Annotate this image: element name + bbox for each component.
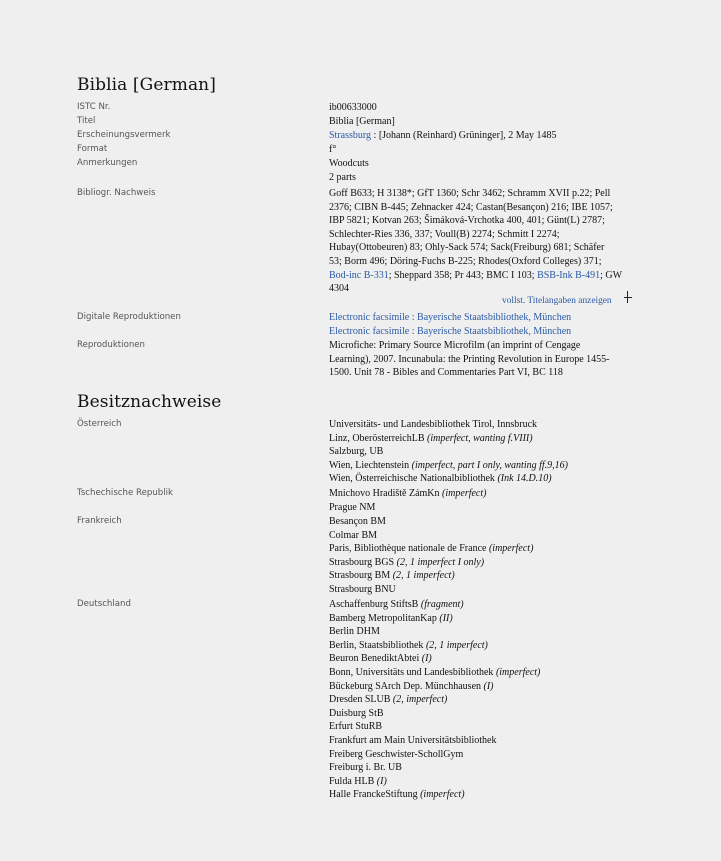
- holding-item: [329, 761, 540, 775]
- holding-item: [329, 748, 540, 762]
- country-label: Deutschland: [77, 599, 131, 609]
- holding-item: [329, 734, 540, 748]
- holding-item: [329, 598, 540, 612]
- holding-list: [329, 515, 533, 597]
- holding-note: (fragment): [420, 599, 464, 610]
- holding-item: [329, 652, 540, 666]
- holding-note: (2, 1 imperfect I only): [396, 556, 485, 568]
- value-line: [329, 269, 622, 283]
- holding-item: [329, 612, 540, 626]
- holding-item: [329, 445, 568, 459]
- library-name: Salzburg, UB: [329, 446, 384, 458]
- holding-note: (imperfect): [442, 488, 487, 499]
- field-label: Erscheinungsvermerk: [77, 130, 171, 140]
- holding-item: [329, 788, 540, 802]
- bod-inc-link[interactable]: Bod-inc B-331: [329, 269, 389, 281]
- field-value: [329, 187, 622, 296]
- library-name: Berlin DHM: [329, 626, 380, 638]
- holding-note: (2, imperfect): [392, 694, 448, 706]
- value-line: 1500. Unit 78 - Bibles and Commentaries Part VI, BC 118: [329, 367, 563, 379]
- holding-item: [329, 459, 568, 473]
- bsb-ink-link[interactable]: BSB-Ink B-491: [537, 269, 601, 281]
- library-name: Mnichovo Hradiště ZámKn: [329, 488, 443, 499]
- holding-list: [329, 487, 486, 514]
- holding-note: (2, 1 imperfect): [392, 570, 455, 582]
- library-name: Duisburg StB: [329, 707, 384, 719]
- holding-item: [329, 556, 533, 570]
- value-line: Hubay(Ottobeuren) 83; Ohly-Sack 574; Sack(Freiburg) 681; Schäfer: [329, 242, 605, 254]
- holding-note: (imperfect): [495, 666, 541, 678]
- holding-item: [329, 529, 533, 543]
- facsimile-link[interactable]: Electronic facsimile : Bayerische Staatsbibliothek, München: [329, 312, 572, 323]
- holding-note: (Ink 14.D.10): [497, 473, 552, 485]
- holding-item: [329, 625, 540, 639]
- library-name: Linz, OberösterreichLB: [329, 432, 428, 444]
- library-name: Dresden SLUB: [329, 694, 393, 706]
- holding-note: (imperfect, part I only, wanting ff.9,16): [411, 459, 568, 471]
- library-name: Besançon BM: [329, 516, 386, 527]
- field-label: Digitale Reproduktionen: [77, 312, 181, 322]
- holding-note: (I): [376, 775, 387, 787]
- citation-text: ; Sheppard 358; Pr 443; BMC I 103;: [388, 269, 538, 281]
- holding-item: [329, 693, 540, 707]
- holding-note: (imperfect, wanting f.VIII): [427, 432, 533, 444]
- holding-item: [329, 680, 540, 694]
- holding-item: [329, 639, 540, 653]
- field-value: [329, 129, 557, 143]
- holding-item: [329, 542, 533, 556]
- show-full-record-link[interactable]: vollst. Titelangaben anzeigen: [502, 296, 612, 306]
- holding-item: [329, 720, 540, 734]
- value-line: IBP 5821; Kotvan 263; Šimáková-Vrchotka 400, 401; Günt(L) 2787;: [329, 215, 605, 227]
- value-line: 4304: [329, 283, 349, 295]
- citation-text: ; GW: [600, 269, 623, 281]
- holding-item: [329, 432, 568, 446]
- field-label: Anmerkungen: [77, 158, 138, 168]
- library-name: Bückeburg SArch Dep. Münchhausen: [329, 680, 484, 692]
- holding-item: [329, 583, 533, 597]
- field-label: ISTC Nr.: [77, 102, 111, 112]
- holding-item: [329, 487, 486, 501]
- field-value: [329, 143, 336, 157]
- library-name: Frankfurt am Main Universitätsbibliothek: [329, 734, 497, 746]
- facsimile-link[interactable]: Electronic facsimile : Bayerische Staatsbibliothek, München: [329, 325, 572, 337]
- value-line: Biblia [German]: [329, 116, 395, 127]
- field-value: [329, 311, 571, 338]
- library-name: Freiburg i. Br. UB: [329, 762, 402, 774]
- value-line: 53; Borm 496; Döring-Fuchs B-225; Rhodes(Oxford Colleges) 371;: [329, 255, 602, 267]
- field-value: [329, 101, 377, 115]
- field-label: Format: [77, 144, 108, 154]
- library-name: Bamberg MetropolitanKap: [329, 612, 440, 624]
- place-link[interactable]: Strassburg: [329, 130, 372, 141]
- holding-note: (imperfect): [488, 543, 534, 555]
- holding-item: [329, 515, 533, 529]
- record-title: Biblia [German]: [77, 75, 216, 95]
- holding-list: [329, 598, 540, 802]
- field-value: [329, 157, 369, 184]
- field-value: [329, 115, 395, 129]
- holding-item: [329, 775, 540, 789]
- holding-item: [329, 472, 568, 486]
- value-line: 2 parts: [329, 171, 356, 183]
- library-name: Berlin, Staatsbibliothek: [329, 639, 426, 651]
- field-label: Titel: [77, 116, 96, 126]
- holding-item: [329, 707, 540, 721]
- value-line: Goff B633; H 3138*; GfT 1360; Schr 3462; Schramm XVII p.22; Pell: [329, 188, 611, 199]
- library-name: Beuron BenediktAbtei: [329, 653, 422, 665]
- library-name: Wien, Liechtenstein: [329, 459, 412, 471]
- value-line: Microfiche: Primary Source Microfilm (an imprint of Cengage: [329, 340, 581, 351]
- field-label: Bibliogr. Nachweis: [77, 188, 156, 198]
- value-line: Learning), 2007. Incunabula: the Printing Revolution in Europe 1455-: [329, 353, 610, 365]
- library-name: Prague NM: [329, 501, 376, 513]
- library-name: Paris, Bibliothèque nationale de France: [329, 543, 489, 555]
- holding-note: (imperfect): [420, 789, 465, 801]
- library-name: Freiberg Geschwister-SchollGym: [329, 748, 464, 760]
- library-name: Aschaffenburg StiftsB: [329, 599, 421, 610]
- value-line: 2376; CIBN B-445; Zehnacker 424; Castan(Besançon) 216; IBE 1057;: [329, 201, 613, 213]
- country-label: Österreich: [77, 419, 122, 429]
- country-label: Tschechische Republik: [77, 488, 173, 498]
- value-line: f°: [329, 144, 337, 155]
- holding-item: [329, 418, 568, 432]
- imprint-text: : [Johann (Reinhard) Grüninger], 2 May 1485: [371, 130, 557, 141]
- value-line: ib00633000: [329, 102, 377, 113]
- library-name: Strasbourg BNU: [329, 583, 396, 595]
- library-name: Universitäts- und Landesbibliothek Tirol, Innsbruck: [329, 419, 538, 430]
- value-line: [329, 129, 557, 143]
- holding-note: (I): [483, 680, 494, 692]
- text-cursor-icon: [624, 291, 632, 303]
- holding-list: [329, 418, 568, 486]
- library-name: Bonn, Universitäts und Landesbibliothek: [329, 666, 496, 678]
- library-name: Erfurt StuRB: [329, 721, 383, 733]
- library-name: Fulda HLB: [329, 775, 377, 787]
- holding-item: [329, 666, 540, 680]
- library-name: Strasbourg BGS: [329, 556, 397, 568]
- library-name: Halle FranckeStiftung: [329, 789, 421, 801]
- library-name: Colmar BM: [329, 529, 378, 541]
- value-line: Schlechter-Ries 336, 337; Voull(B) 2274; Schmitt I 2274;: [329, 228, 560, 240]
- holding-note: (II): [439, 612, 453, 624]
- library-name: Wien, Österreichische Nationalbibliothek: [329, 473, 498, 485]
- holding-note: (I): [421, 653, 432, 665]
- holdings-title: Besitznachweise: [77, 392, 222, 412]
- holding-note: (2, 1 imperfect): [425, 639, 488, 651]
- holding-item: [329, 501, 486, 515]
- holding-item: [329, 569, 533, 583]
- value-line: Woodcuts: [329, 158, 369, 169]
- country-label: Frankreich: [77, 516, 122, 526]
- field-value: [329, 339, 610, 380]
- field-label: Reproduktionen: [77, 340, 146, 350]
- library-name: Strasbourg BM: [329, 570, 393, 582]
